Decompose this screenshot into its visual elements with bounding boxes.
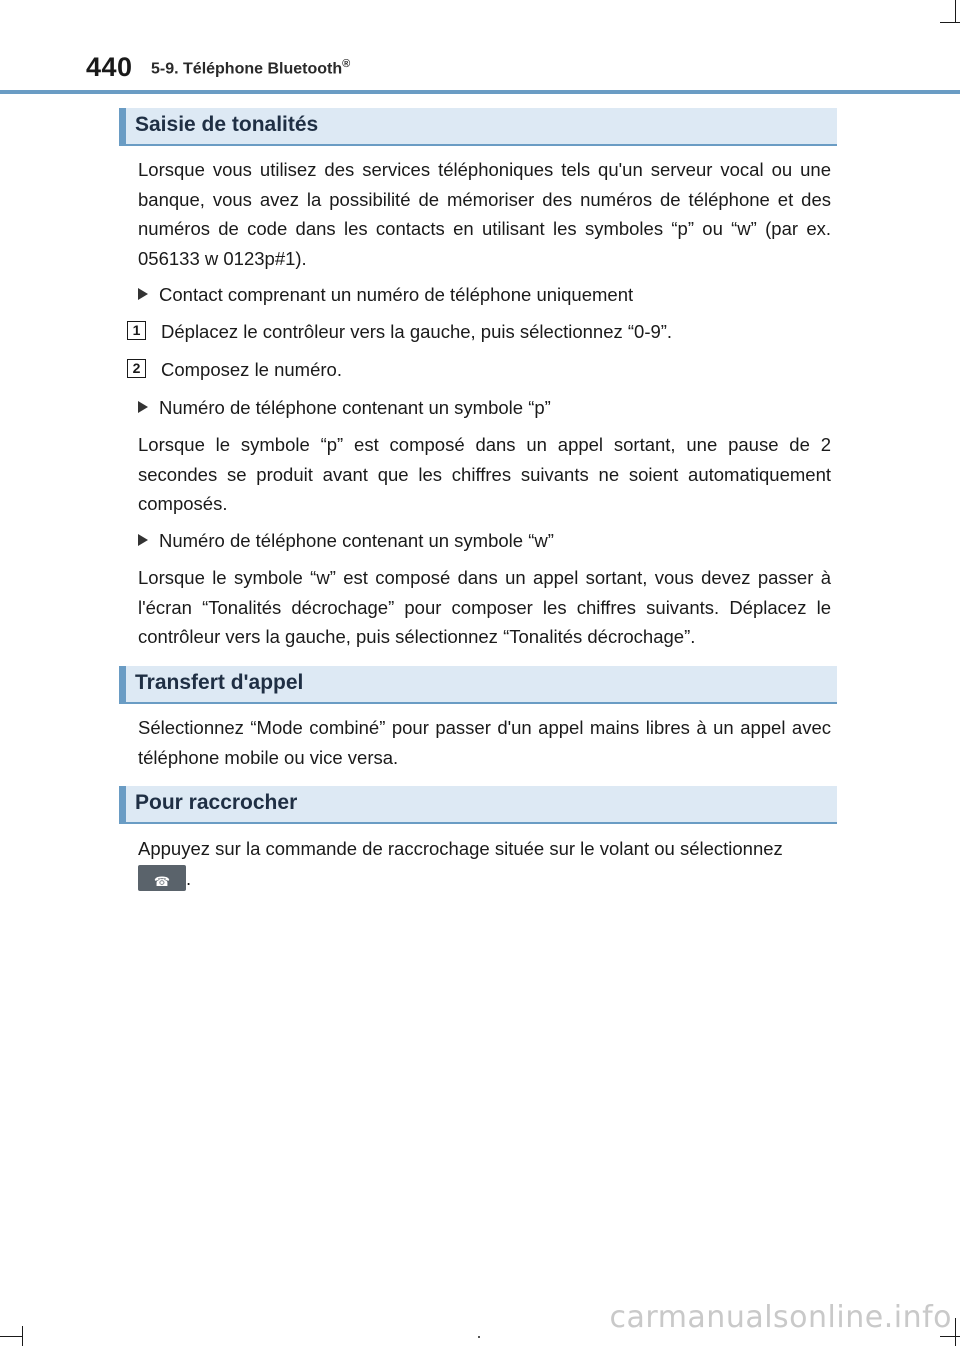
paragraph-transfer: Sélectionnez “Mode combiné” pour passer d'un appel mains libres à un appel avec téléphone mobile ou vice versa. <box>138 717 831 768</box>
page-header <box>0 0 960 96</box>
bullet-item <box>138 280 831 309</box>
section-title: Saisie de tonalités <box>135 113 319 136</box>
section-heading-tones <box>119 108 837 146</box>
header-rule <box>0 90 960 94</box>
watermark: carmanualsonline.info <box>609 1300 952 1335</box>
paragraph-p-symbol: Lorsque le symbole “p” est composé dans un appel sortant, une pause de 2 secondes se produit avant que les chiffres suivants ne soient automatiquement composés. <box>138 434 831 514</box>
bullet-text: Contact comprenant un numéro de téléphone uniquement <box>159 284 634 305</box>
step-number: 2 <box>127 359 146 378</box>
chapter-title <box>151 58 350 78</box>
bullet-item <box>138 526 831 555</box>
paragraph-hangup-text: Appuyez sur la commande de raccrochage située sur le volant ou sélectionnez <box>138 838 783 859</box>
section-title: Transfert d'appel <box>135 671 304 694</box>
triangle-bullet-icon <box>138 401 148 413</box>
paragraph-hangup <box>138 834 831 893</box>
crop-mark <box>940 1336 960 1337</box>
phone-hangup-icon: ☎ <box>153 874 171 890</box>
crop-mark <box>22 1326 23 1346</box>
crop-mark <box>0 1336 22 1337</box>
chapter-title-text: 5-9. Téléphone Bluetooth <box>151 60 343 78</box>
section-intro: Lorsque vous utilisez des services téléphoniques tels qu'un serveur vocal ou une banque, vous avez la possibilité de mémoriser des numéros de téléphone et des numéros de code dans les contacts en utilisant les symboles “p” ou “w” (par ex. 056133 w 0123p#1). <box>138 159 831 269</box>
step-text: Déplacez le contrôleur vers la gauche, puis sélectionnez “0-9”. <box>161 321 673 342</box>
bullet-text: Numéro de téléphone contenant un symbole “p” <box>159 397 551 418</box>
step-number: 1 <box>127 321 146 340</box>
step-text: Composez le numéro. <box>161 359 342 380</box>
bullet-text: Numéro de téléphone contenant un symbole “w” <box>159 530 554 551</box>
crop-mark <box>955 1318 956 1346</box>
step-item <box>127 317 837 346</box>
paragraph-w-symbol: Lorsque le symbole “w” est composé dans un appel sortant, vous devez passer à l'écran “Tonalités décrochage” pour composer les chiffres suivants. Déplacez le contrôleur vers la gauche, puis sélectionnez “Tonalités décrochage”. <box>138 567 831 647</box>
hangup-button <box>138 865 186 891</box>
footer-dot <box>478 1336 480 1338</box>
section-heading-hangup <box>119 786 837 824</box>
registered-mark: ® <box>342 58 351 70</box>
step-item <box>127 355 837 384</box>
end-punctuation: . <box>186 867 192 889</box>
section-heading-transfer <box>119 666 837 704</box>
page-number: 440 <box>86 52 133 82</box>
section-title: Pour raccrocher <box>135 791 298 814</box>
triangle-bullet-icon <box>138 288 148 300</box>
triangle-bullet-icon <box>138 534 148 546</box>
bullet-item <box>138 393 831 422</box>
